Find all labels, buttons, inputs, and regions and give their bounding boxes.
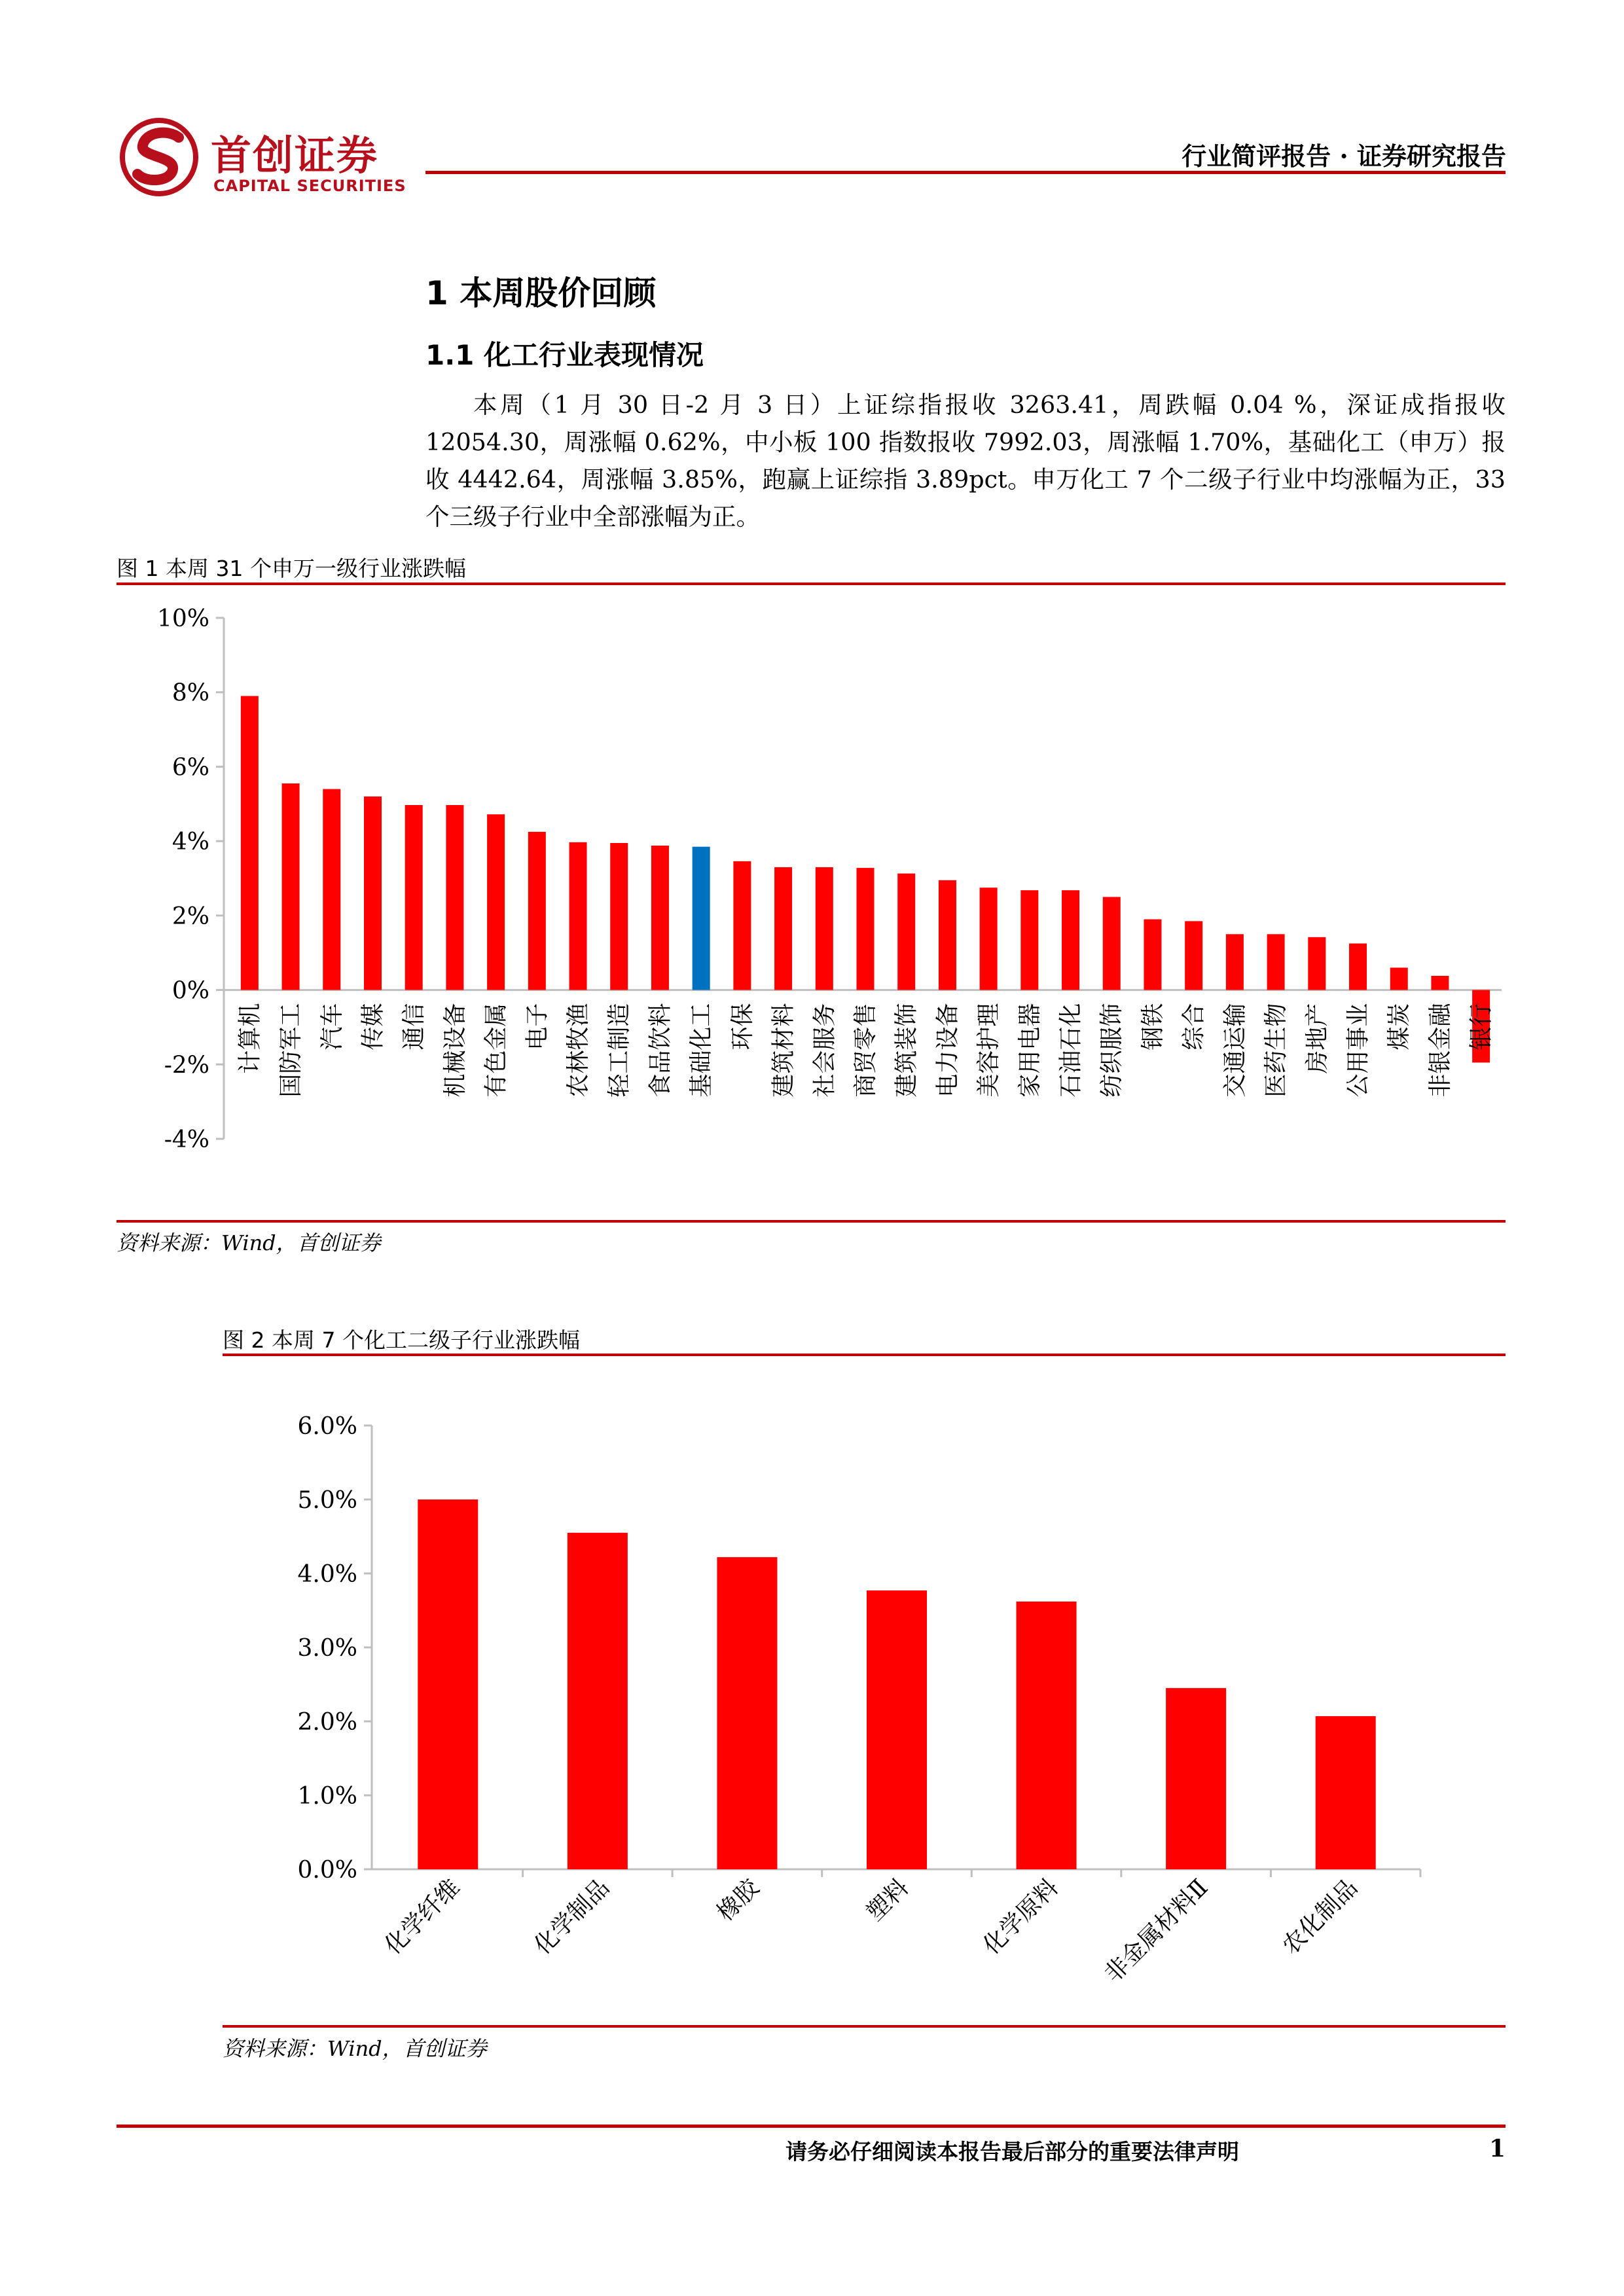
x-category-label: 橡胶 [712,1874,765,1927]
bar [857,868,875,990]
logo-english-name: CAPITAL SECURITIES [213,177,406,195]
page-number: 1 [1489,2135,1506,2162]
bar [1390,967,1408,990]
bar [364,797,382,990]
x-category-label: 化学制品 [529,1874,615,1960]
x-category-label: 医药生物 [1263,1003,1290,1098]
x-category-label: 机械设备 [441,1003,469,1098]
x-category-label: 钢铁 [1139,1003,1166,1050]
bar [282,783,300,990]
bar [1017,1602,1077,1869]
y-tick-label: 4% [171,829,209,856]
bar [418,1499,478,1869]
y-tick-label: -2% [164,1052,209,1079]
legal-disclaimer-notice: 请务必仔细阅读本报告最后部分的重要法律声明 [785,2139,1239,2164]
bar [487,814,505,990]
y-tick-label: 5.0% [297,1487,357,1514]
subsection-heading: 1.1 化工行业表现情况 [425,339,704,371]
bar [774,867,792,990]
x-category-label: 综合 [1180,1003,1208,1050]
bar [693,847,710,990]
bar [816,867,833,990]
x-category-label: 计算机 [236,1003,264,1074]
x-category-label: 化学纤维 [379,1874,465,1960]
bar [1166,1688,1226,1869]
x-category-label: 公用事业 [1344,1003,1372,1098]
x-category-label: 通信 [401,1003,428,1050]
x-category-label: 国防军工 [278,1003,305,1098]
figure1-top-rule [117,583,1506,585]
section-heading: 1 本周股价回顾 [425,274,657,312]
y-tick-label: 8% [171,679,209,707]
x-category-label: 美容护理 [975,1003,1003,1098]
x-category-label: 轻工制造 [605,1003,633,1098]
figure1-source: 资料来源：Wind，首创证券 [117,1230,381,1255]
x-category-label: 建筑材料 [770,1003,797,1098]
bar [569,842,587,990]
bar [1144,920,1161,990]
x-category-label: 农化制品 [1277,1874,1363,1960]
y-tick-label: 0.0% [297,1857,357,1884]
y-tick-label: -4% [164,1126,209,1153]
x-category-label: 银行 [1468,1003,1495,1050]
bar [1185,921,1202,990]
bar [717,1557,777,1869]
x-category-label: 建筑装饰 [893,1003,920,1098]
x-category-label: 家用电器 [1016,1003,1043,1098]
chemical-subindustry-bar-chart [223,1360,1506,2022]
y-tick-label: 6.0% [297,1413,357,1440]
bar [1020,890,1038,990]
bar [528,832,546,990]
x-category-label: 塑料 [861,1874,914,1927]
x-category-label: 传媒 [359,1003,387,1050]
x-category-label: 基础化工 [688,1003,715,1098]
bar [1349,944,1367,990]
bar [1316,1716,1376,1869]
bar [1267,934,1285,990]
footer-divider [117,2125,1506,2128]
bar [1226,934,1244,990]
bar [651,846,669,990]
x-category-label: 非金属材料Ⅱ [1099,1874,1214,1988]
figure2-source: 资料来源：Wind，首创证券 [223,2036,487,2061]
bar [610,843,628,990]
bar [1062,890,1079,990]
x-category-label: 农林牧渔 [565,1003,592,1098]
bar [241,696,259,990]
x-category-label: 纺织服饰 [1098,1003,1126,1098]
bar [733,861,751,990]
figure2-title: 图 2 本周 7 个化工二级子行业涨跌幅 [223,1327,580,1353]
y-tick-label: 0% [171,977,209,1005]
capital-securities-logo-icon [117,118,202,196]
bar [405,805,423,990]
bar [867,1590,927,1869]
bar [1103,897,1121,990]
figure2-top-rule [223,1354,1506,1356]
y-tick-label: 6% [171,754,209,781]
y-tick-label: 10% [156,605,209,632]
figure2-bottom-rule [223,2025,1506,2028]
x-category-label: 化学原料 [978,1874,1064,1960]
header-divider [425,171,1506,174]
figure1-bottom-rule [117,1220,1506,1223]
y-tick-label: 2.0% [297,1709,357,1736]
x-category-label: 汽车 [318,1003,346,1050]
bar [1431,976,1449,990]
x-category-label: 食品饮料 [647,1003,674,1098]
summary-paragraph: 本周（1 月 30 日-2 月 3 日）上证综指报收 3263.41，周跌幅 0.04 %，深证成指报收 12054.30，周涨幅 0.62%，中小板 100 指数报收 7992.03，周涨幅 1.70%，基础化工（申万）报收 4442.64，周涨幅 3.85%，跑赢上证综指 3.89pct。申万化工 7 个二级子行业中均涨幅为正，33 个三级子行业中全部涨幅为正。 [425,391,1506,531]
x-category-label: 商贸零售 [852,1003,879,1098]
bar [897,874,915,990]
x-category-label: 环保 [729,1003,756,1050]
industry-returns-bar-chart [117,589,1506,1217]
x-category-label: 煤炭 [1386,1003,1413,1050]
y-tick-label: 2% [171,903,209,930]
x-category-label: 交通运输 [1221,1003,1249,1098]
y-tick-label: 3.0% [297,1635,357,1662]
x-category-label: 石油石化 [1057,1003,1085,1098]
x-category-label: 房地产 [1303,1003,1331,1074]
bar [323,789,340,990]
y-tick-label: 1.0% [297,1783,357,1810]
logo-chinese-name: 首创证券 [211,132,379,179]
y-tick-label: 4.0% [297,1561,357,1588]
bar [980,888,998,990]
x-category-label: 电力设备 [934,1003,962,1098]
report-type-label: 行业简评报告 · 证券研究报告 [1182,141,1506,171]
figure1-title: 图 1 本周 31 个申万一级行业涨跌幅 [117,556,466,581]
x-category-label: 电子 [524,1003,551,1050]
bar [939,880,956,990]
x-category-label: 有色金属 [482,1003,510,1098]
bar [568,1533,628,1869]
bar [1308,937,1326,990]
x-category-label: 社会服务 [811,1003,839,1098]
bar [446,805,463,990]
x-category-label: 非银金融 [1426,1003,1454,1098]
